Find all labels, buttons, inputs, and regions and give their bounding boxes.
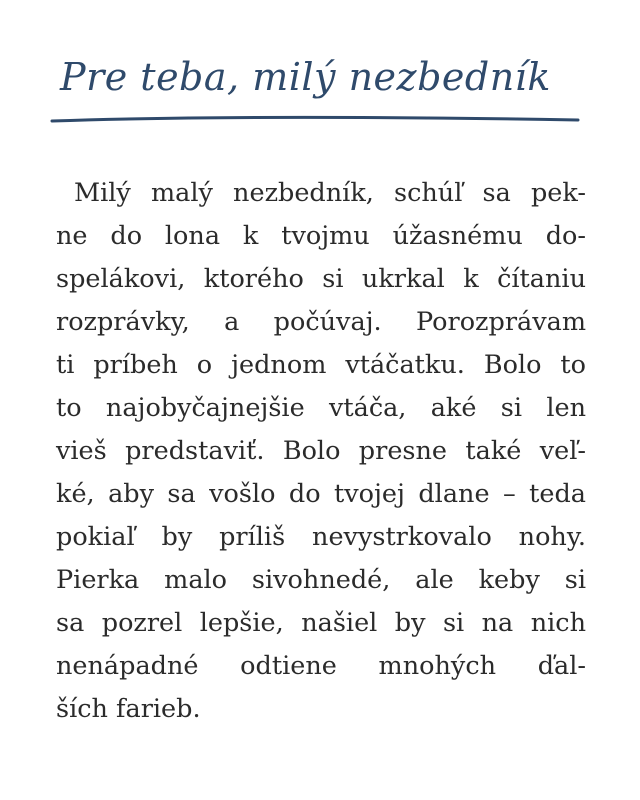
paragraph-line: ti príbeh o jednom vtáčatku. Bolo to — [56, 350, 586, 380]
paragraph-line: nenápadné odtiene mnohých ďal- — [56, 651, 586, 681]
handwritten-title: Pre teba, milý nezbedník — [60, 55, 551, 99]
paragraph-line: Pierka malo sivohnedé, ale keby si — [56, 565, 586, 595]
paragraph-line: ké, aby sa vošlo do tvojej dlane – teda — [56, 479, 586, 509]
paragraph-line: spelákovi, ktorého si ukrkal k čítaniu — [56, 264, 586, 294]
paragraph-line: vieš predstaviť. Bolo presne také veľ- — [56, 436, 586, 466]
paragraph-line: pokiaľ by príliš nevystrkovalo nohy. — [56, 522, 586, 552]
paragraph-line: Milý malý nezbedník, schúľ sa pek- — [74, 178, 586, 208]
paragraph-line: to najobyčajnejšie vtáča, aké si len — [56, 393, 586, 423]
title-underline — [50, 112, 580, 130]
story-paragraph — [56, 172, 586, 731]
paragraph-line: rozprávky, a počúvaj. Porozprávam — [56, 307, 586, 337]
paragraph-line: sa pozrel lepšie, našiel by si na nich — [56, 608, 586, 638]
paragraph-line: ne do lona k tvojmu úžasnému do- — [56, 221, 586, 251]
paragraph-line: ších farieb. — [56, 694, 201, 724]
